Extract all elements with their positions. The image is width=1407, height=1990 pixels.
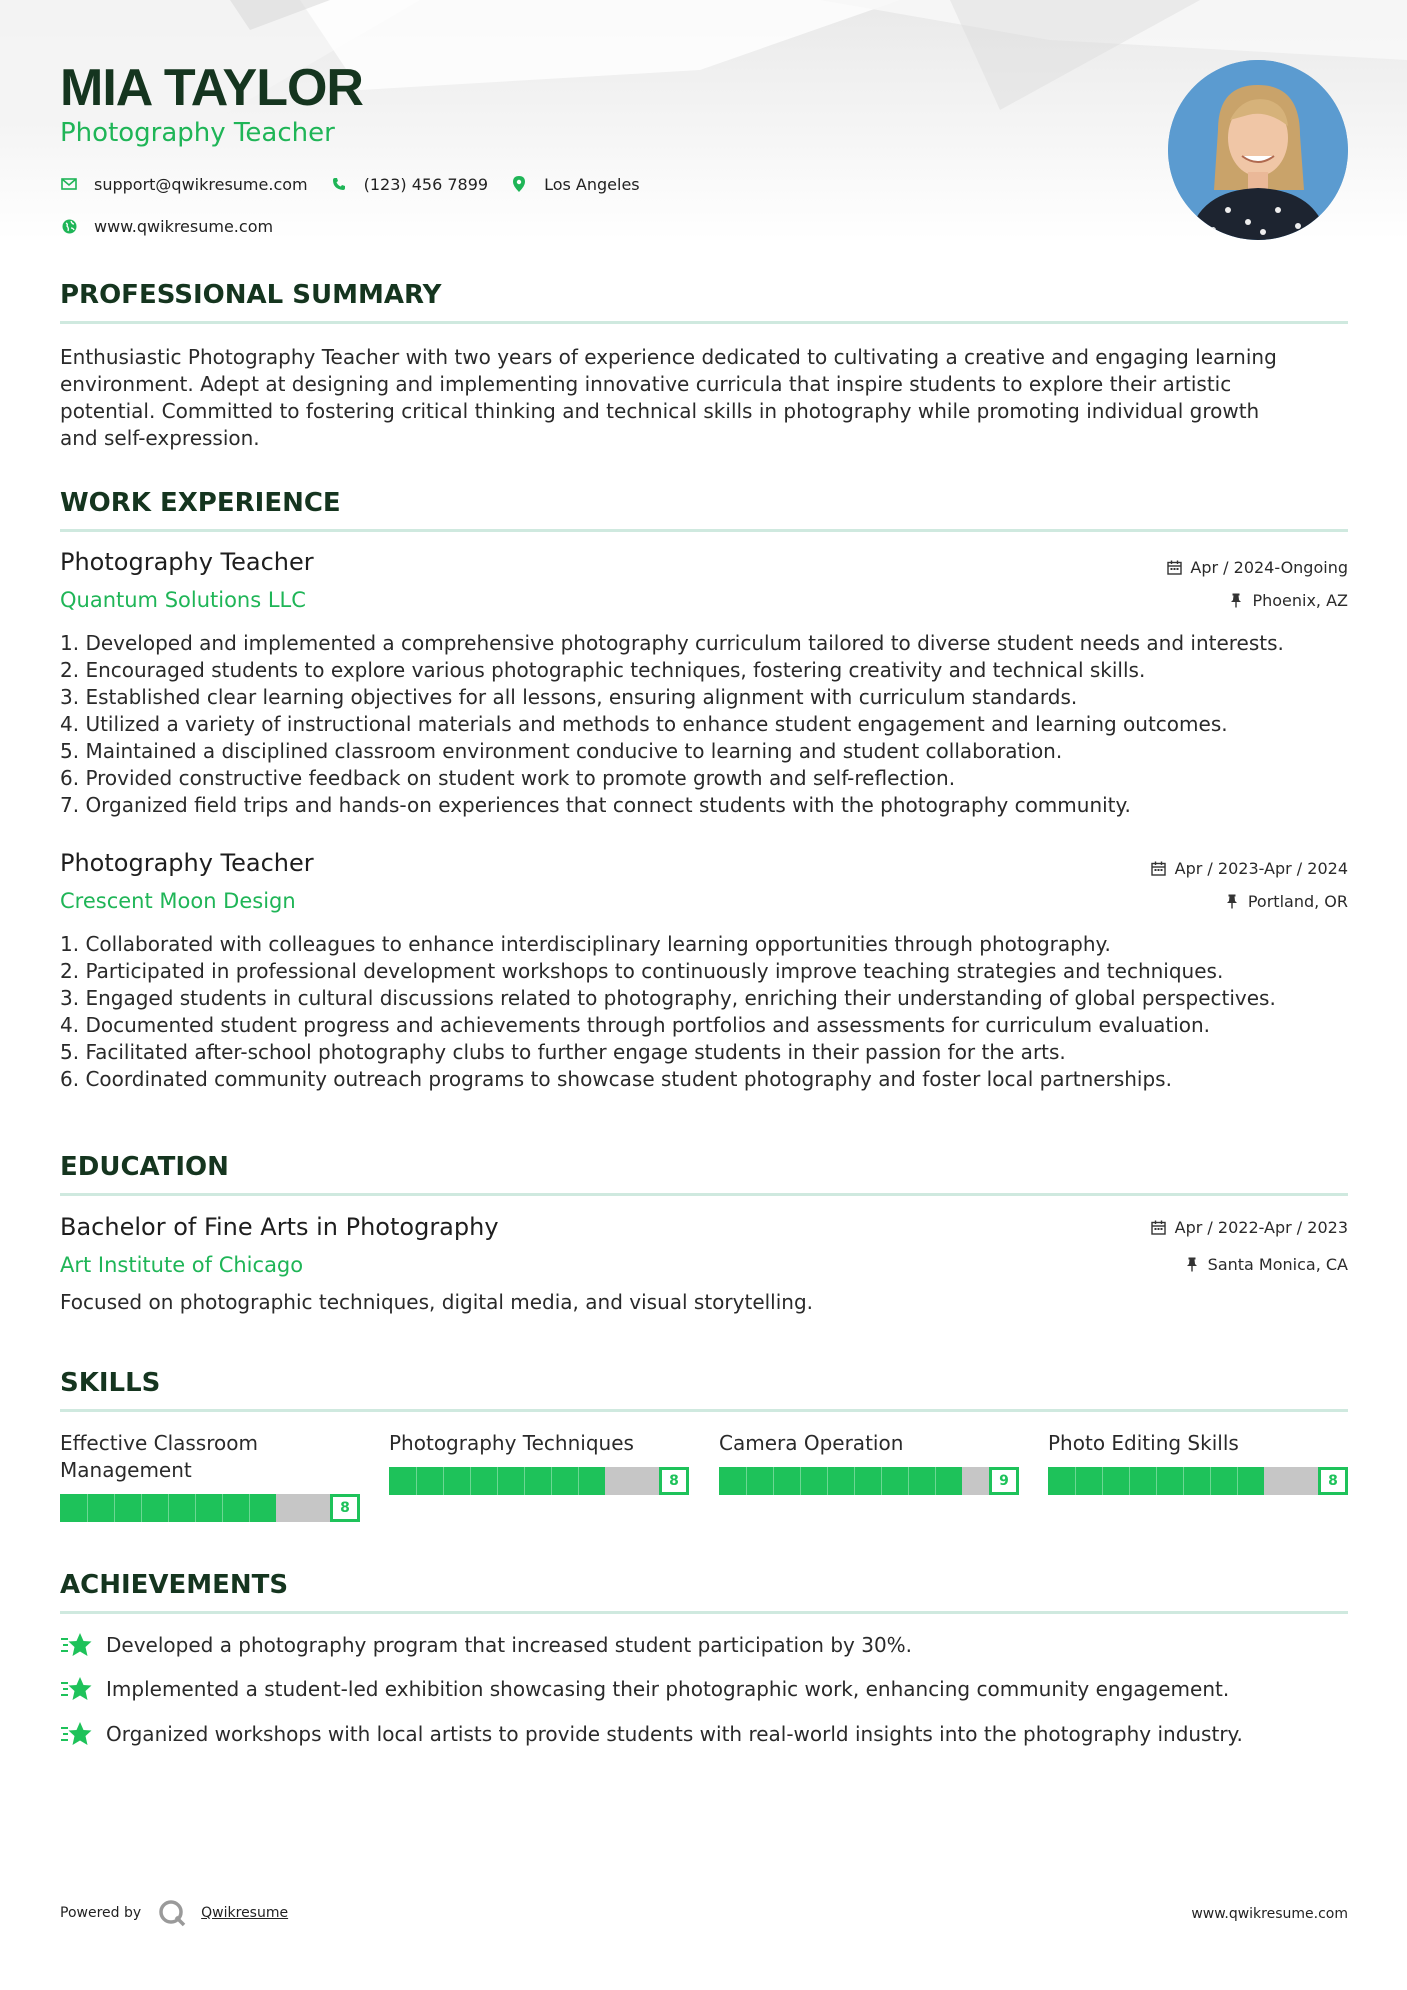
skill-segment-divider: [1129, 1467, 1130, 1495]
education-dates: [1151, 1218, 1348, 1237]
skill-segment-divider: [827, 1467, 828, 1495]
education-divider: [60, 1193, 1348, 1196]
calendar-icon: [1166, 560, 1182, 576]
skill-segment-divider: [416, 1467, 417, 1495]
summary-divider: [60, 321, 1348, 324]
job-title: Photography Teacher: [60, 849, 314, 877]
skill-segment-divider: [935, 1467, 936, 1495]
summary-line: and self-expression.: [60, 426, 260, 450]
pushpin-icon: [1228, 593, 1244, 609]
skill-segment-divider: [1237, 1467, 1238, 1495]
education-heading: EDUCATION: [60, 1152, 229, 1182]
skill-segment-divider: [746, 1467, 747, 1495]
globe-icon: [60, 217, 78, 235]
job-location: [1224, 892, 1348, 911]
skill-segment-divider: [168, 1494, 169, 1522]
contact-location: [510, 175, 640, 194]
list-item: 4. Utilized a variety of instructional materials and methods to enhance student engagement and learning outcomes.: [60, 712, 1228, 736]
skill-level-badge: 8: [1318, 1467, 1348, 1495]
skill-segment-divider: [195, 1494, 196, 1522]
list-item: 2. Participated in professional development workshops to continuously improve teaching strategies and techniques.: [60, 959, 1224, 983]
company-name: Crescent Moon Design: [60, 889, 296, 913]
qwikresume-logo-icon: [157, 1898, 187, 1928]
summary-line: environment. Adept at designing and implementing innovative curricula that inspire students to explore their artistic: [60, 372, 1232, 396]
education-location: [1184, 1255, 1348, 1274]
achievement-item: [60, 1721, 1243, 1747]
skill-item: [389, 1430, 689, 1489]
footer-powered-by: [60, 1898, 288, 1928]
contact-email[interactable]: [60, 175, 308, 194]
list-item: 7. Organized field trips and hands-on experiences that connect students with the photography community.: [60, 793, 1131, 817]
calendar-icon: [1151, 1220, 1167, 1236]
skill-track: [719, 1467, 989, 1495]
achievement-text: Developed a photography program that increased student participation by 30%.: [106, 1633, 913, 1657]
skill-segment-divider: [1075, 1467, 1076, 1495]
skill-segment-divider: [551, 1467, 552, 1495]
envelope-icon: [60, 175, 78, 193]
job-bullets: [60, 931, 1348, 1093]
skill-segment-divider: [773, 1467, 774, 1495]
summary-line: potential. Committed to fostering critical thinking and technical skills in photography while promoting individual growth: [60, 399, 1260, 423]
job-location: [1228, 591, 1348, 610]
contact-block: [60, 172, 662, 256]
list-item: 6. Coordinated community outreach programs to showcase student photography and foster local partnerships.: [60, 1067, 1172, 1091]
education-dates-text: Apr / 2022-Apr / 2023: [1174, 1218, 1348, 1237]
school-name: Art Institute of Chicago: [60, 1253, 304, 1277]
company-name: Quantum Solutions LLC: [60, 588, 306, 612]
footer-url[interactable]: www.qwikresume.com: [1191, 1906, 1348, 1922]
skill-segment-divider: [1210, 1467, 1211, 1495]
list-item: 1. Collaborated with colleagues to enhance interdisciplinary learning opportunities through photography.: [60, 932, 1111, 956]
job-title: Photography Teacher: [60, 548, 314, 576]
candidate-name: MIA TAYLOR: [60, 59, 363, 117]
list-item: 1. Developed and implemented a comprehensive photography curriculum tailored to diverse student needs and interests.: [60, 631, 1284, 655]
summary-text: [60, 344, 1348, 452]
brand-link[interactable]: Qwikresume: [201, 1905, 289, 1921]
list-item: 4. Documented student progress and achievements through portfolios and assessments for curriculum evaluation.: [60, 1013, 1211, 1037]
skill-fill: [389, 1467, 605, 1495]
degree-title: Bachelor of Fine Arts in Photography: [60, 1213, 499, 1241]
candidate-title: Photography Teacher: [60, 118, 335, 148]
skill-segment-divider: [854, 1467, 855, 1495]
skill-fill: [60, 1494, 276, 1522]
achievement-text: Organized workshops with local artists to provide students with real-world insights into the photography industry.: [106, 1722, 1243, 1746]
achievements-divider: [60, 1611, 1348, 1614]
skill-level-badge: 9: [989, 1467, 1019, 1495]
trophy-star-icon: [60, 1632, 94, 1658]
skill-segment-divider: [1102, 1467, 1103, 1495]
skill-segment-divider: [470, 1467, 471, 1495]
skill-segment-divider: [1156, 1467, 1157, 1495]
education-location-text: Santa Monica, CA: [1207, 1255, 1348, 1274]
job-dates: [1166, 558, 1348, 577]
skill-segment-divider: [114, 1494, 115, 1522]
skill-item: [719, 1430, 1019, 1489]
skill-rating-bar: [389, 1467, 689, 1495]
skill-segment-divider: [497, 1467, 498, 1495]
trophy-star-icon: [60, 1721, 94, 1747]
skill-item: [1048, 1430, 1348, 1489]
achievement-item: [60, 1676, 1229, 1702]
phone-icon: [330, 175, 348, 193]
list-item: 5. Maintained a disciplined classroom environment conducive to learning and student collaboration.: [60, 739, 1063, 763]
skill-rating-bar: [719, 1467, 1019, 1495]
achievements-heading: ACHIEVEMENTS: [60, 1570, 289, 1600]
skill-track: [1048, 1467, 1318, 1495]
skill-segment-divider: [908, 1467, 909, 1495]
phone-text: (123) 456 7899: [363, 174, 489, 194]
powered-by-label: Powered by: [60, 1905, 142, 1921]
skill-segment-divider: [141, 1494, 142, 1522]
list-item: 3. Engaged students in cultural discussions related to photography, enriching their understanding of global perspectives.: [60, 986, 1276, 1010]
skill-segment-divider: [881, 1467, 882, 1495]
calendar-icon: [1151, 861, 1167, 877]
skill-segment-divider: [249, 1494, 250, 1522]
skill-segment-divider: [222, 1494, 223, 1522]
skills-divider: [60, 1409, 1348, 1412]
map-pin-icon: [510, 175, 528, 193]
skill-segment-divider: [1183, 1467, 1184, 1495]
job-dates: [1151, 859, 1348, 878]
skill-segment-divider: [524, 1467, 525, 1495]
skill-level-badge: 8: [330, 1494, 360, 1522]
skill-rating-bar: [1048, 1467, 1348, 1495]
skill-segment-divider: [578, 1467, 579, 1495]
job-dates-text: Apr / 2024-Ongoing: [1190, 558, 1348, 577]
skill-name: Camera Operation: [719, 1431, 904, 1455]
skill-segment-divider: [800, 1467, 801, 1495]
skill-fill: [719, 1467, 962, 1495]
achievement-item: [60, 1632, 912, 1658]
location-text: Los Angeles: [544, 174, 640, 194]
education-description: Focused on photographic techniques, digital media, and visual storytelling.: [60, 1290, 814, 1314]
summary-heading: PROFESSIONAL SUMMARY: [60, 280, 442, 310]
experience-heading: WORK EXPERIENCE: [60, 488, 341, 518]
skill-name: Photo Editing Skills: [1048, 1431, 1239, 1455]
job-location-text: Portland, OR: [1247, 892, 1348, 911]
achievement-text: Implemented a student-led exhibition showcasing their photographic work, enhancing community engagement.: [106, 1677, 1230, 1701]
skill-name-line2: Management: [60, 1458, 192, 1482]
pushpin-icon: [1184, 1257, 1200, 1273]
resume-page: [60, 0, 1348, 1990]
skills-heading: SKILLS: [60, 1368, 161, 1398]
skill-item: [60, 1430, 360, 1516]
skill-track: [389, 1467, 659, 1495]
skill-name: Effective Classroom: [60, 1431, 258, 1455]
skill-segment-divider: [443, 1467, 444, 1495]
trophy-star-icon: [60, 1676, 94, 1702]
skill-fill: [1048, 1467, 1264, 1495]
job-dates-text: Apr / 2023-Apr / 2024: [1174, 859, 1348, 878]
list-item: 3. Established clear learning objectives for all lessons, ensuring alignment with curriculum standards.: [60, 685, 1078, 709]
skill-track: [60, 1494, 330, 1522]
list-item: 2. Encouraged students to explore various photographic techniques, fostering creativity and technical skills.: [60, 658, 1146, 682]
summary-line: Enthusiastic Photography Teacher with two years of experience dedicated to cultivating a creative and engaging learning: [60, 345, 1277, 369]
website-text: www.qwikresume.com: [94, 216, 274, 236]
skill-rating-bar: [60, 1494, 360, 1522]
skill-segment-divider: [87, 1494, 88, 1522]
list-item: 5. Facilitated after-school photography clubs to further engage students in their passion for the arts.: [60, 1040, 1066, 1064]
email-text: support@qwikresume.com: [94, 174, 308, 194]
skill-level-badge: 8: [659, 1467, 689, 1495]
job-location-text: Phoenix, AZ: [1252, 591, 1348, 610]
profile-photo: [1168, 60, 1348, 240]
contact-phone[interactable]: [330, 175, 488, 194]
contact-website[interactable]: [60, 217, 273, 236]
experience-divider: [60, 529, 1348, 532]
pushpin-icon: [1224, 894, 1240, 910]
list-item: 6. Provided constructive feedback on student work to promote growth and self-reflection.: [60, 766, 956, 790]
skill-name: Photography Techniques: [389, 1431, 634, 1455]
job-bullets: [60, 630, 1348, 819]
